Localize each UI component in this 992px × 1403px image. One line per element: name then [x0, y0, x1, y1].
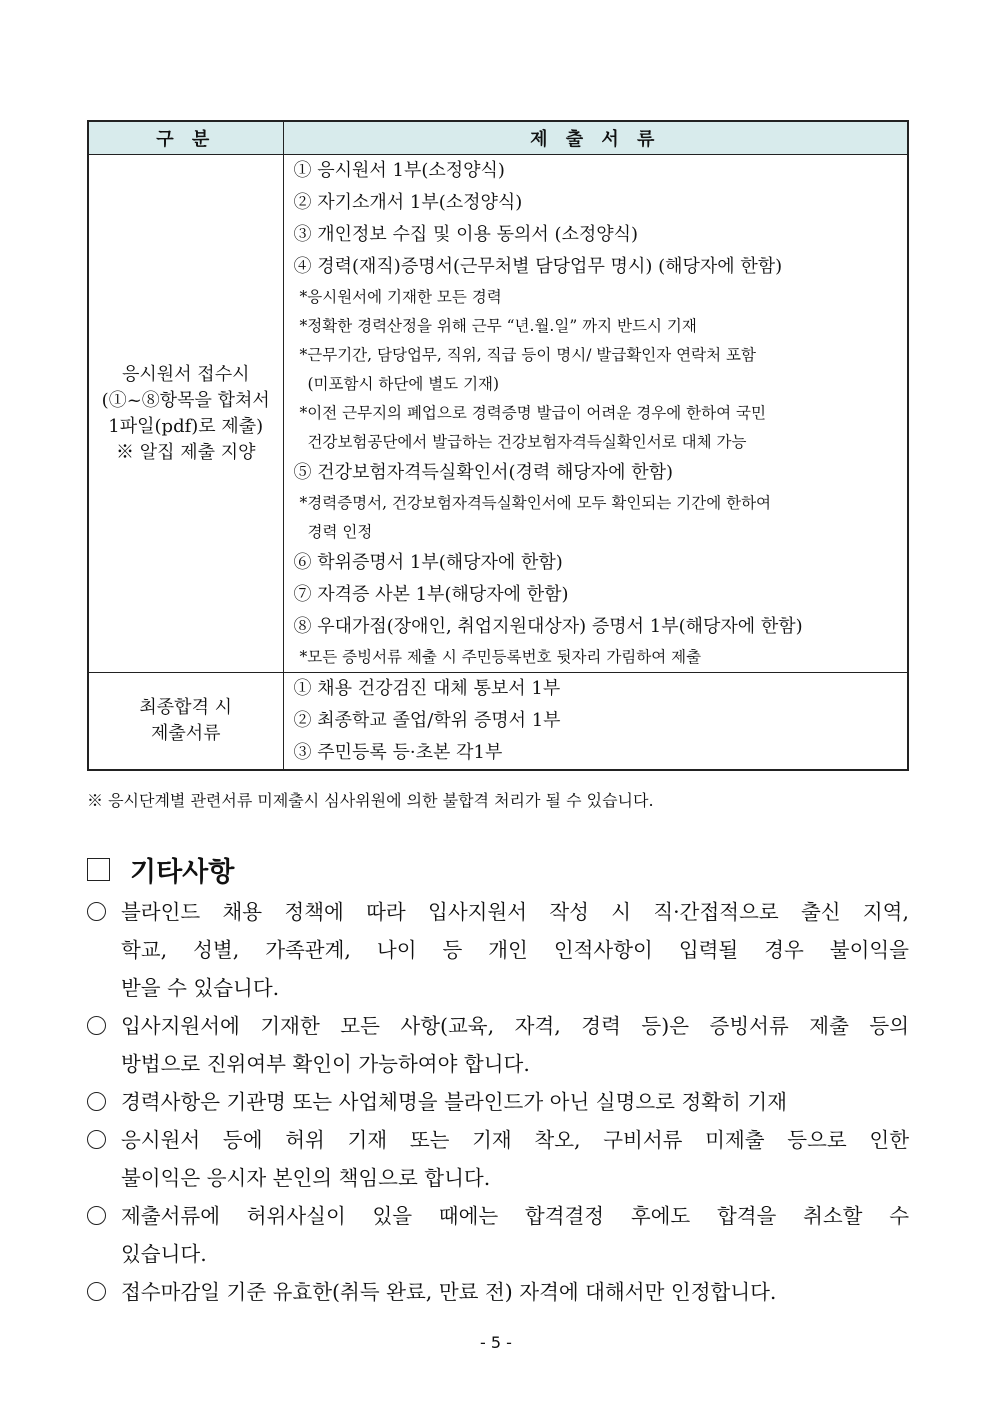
checkbox-square-icon	[87, 858, 110, 881]
header-documents: 제 출 서 류	[283, 121, 908, 155]
document-note: *이전 근무지의 폐업으로 경력증명 발급이 어려운 경우에 한하여 국민	[299, 404, 766, 422]
list-item-line: 경력사항은 기관명 또는 사업체명을 블라인드가 아닌 실명으로 정확히 기재	[121, 1090, 788, 1114]
page-number: - 5 -	[480, 1333, 512, 1352]
documents-cell	[283, 155, 908, 673]
document-note: *정확한 경력산정을 위해 근무 “년.월.일” 까지 반드시 기재	[299, 317, 697, 335]
header-category: 구 분	[88, 121, 283, 155]
list-item	[87, 1083, 909, 1121]
list-item-line: 학교, 성별, 가족관계, 나이 등 개인 인적사항이 입력될 경우 불이익을	[121, 938, 909, 962]
table-footnote: ※ 응시단계별 관련서류 미제출시 심사위원에 의한 불합격 처리가 될 수 있습니다.	[87, 791, 654, 810]
table-row	[88, 673, 908, 771]
document-item: ③ 주민등록 등·초본 각1부	[293, 742, 503, 763]
document-item: ⑤ 건강보험자격득실확인서(경력 해당자에 한함)	[293, 462, 674, 483]
category-line: ※ 알집 제출 지양	[116, 441, 256, 463]
document-note: 경력 인정	[307, 523, 373, 541]
category-line: 1파일(pdf)로 제출)	[108, 415, 264, 437]
list-item-line: 블라인드 채용 정책에 따라 입사지원서 작성 시 직·간접적으로 출신 지역,	[121, 900, 909, 924]
table-header-row	[88, 121, 908, 155]
document-item: ① 응시원서 1부(소정양식)	[293, 160, 505, 181]
submission-documents-table	[87, 120, 909, 771]
list-item-line: 방법으로 진위여부 확인이 가능하여야 합니다.	[121, 1052, 530, 1076]
section-heading	[87, 850, 234, 889]
document-item: ⑧ 우대가점(장애인, 취업지원대상자) 증명서 1부(해당자에 한함)	[293, 616, 803, 637]
list-item	[87, 1007, 909, 1083]
list-item-line: 불이익은 응시자 본인의 책임으로 합니다.	[121, 1166, 491, 1190]
list-item-line: 받을 수 있습니다.	[121, 976, 280, 1000]
document-note: *근무기간, 담당업무, 직위, 직급 등이 명시/ 발급확인자 연락처 포함	[299, 346, 756, 364]
section-title: 기타사항	[130, 857, 235, 888]
document-item: ② 최종학교 졸업/학위 증명서 1부	[293, 710, 561, 731]
category-cell	[88, 673, 283, 771]
category-cell	[88, 155, 283, 673]
category-line: (①~⑧항목을 합쳐서	[101, 389, 270, 411]
document-note: 건강보험공단에서 발급하는 건강보험자격득실확인서로 대체 가능	[307, 433, 747, 451]
category-line: 최종합격 시	[139, 697, 233, 718]
document-note: *응시원서에 기재한 모든 경력	[299, 288, 502, 306]
circle-bullet-icon	[87, 1092, 106, 1111]
list-item	[87, 1273, 909, 1311]
notice-list	[87, 893, 909, 1311]
list-item-line: 제출서류에 허위사실이 있을 때에는 합격결정 후에도 합격을 취소할 수	[121, 1204, 909, 1228]
circle-bullet-icon	[87, 1130, 106, 1149]
document-item: ③ 개인정보 수집 및 이용 동의서 (소정양식)	[293, 224, 639, 245]
circle-bullet-icon	[87, 1282, 106, 1301]
category-line: 응시원서 접수시	[122, 363, 250, 385]
document-item: ⑦ 자격증 사본 1부(해당자에 한함)	[293, 584, 569, 605]
document-item: ② 자기소개서 1부(소정양식)	[293, 192, 523, 213]
list-item-line: 있습니다.	[121, 1242, 207, 1266]
document-note: *경력증명서, 건강보험자격득실확인서에 모두 확인되는 기간에 한하여	[299, 494, 772, 512]
documents-cell	[283, 673, 908, 771]
circle-bullet-icon	[87, 902, 106, 921]
category-line: 제출서류	[150, 723, 221, 744]
list-item	[87, 893, 909, 1007]
list-item	[87, 1121, 909, 1197]
list-item	[87, 1197, 909, 1273]
document-note: (미포함시 하단에 별도 기재)	[307, 375, 500, 393]
document-item: ① 채용 건강검진 대체 통보서 1부	[293, 678, 561, 699]
document-item: ⑥ 학위증명서 1부(해당자에 한함)	[293, 552, 563, 573]
table-row	[88, 155, 908, 673]
circle-bullet-icon	[87, 1206, 106, 1225]
document-item: ④ 경력(재직)증명서(근무처별 담당업무 명시) (해당자에 한함)	[293, 256, 783, 277]
document-note: *모든 증빙서류 제출 시 주민등록번호 뒷자리 가림하여 제출	[299, 648, 702, 666]
list-item-line: 입사지원서에 기재한 모든 사항(교육, 자격, 경력 등)은 증빙서류 제출 등의	[121, 1014, 909, 1038]
list-item-line: 응시원서 등에 허위 기재 또는 기재 착오, 구비서류 미제출 등으로 인한	[121, 1128, 909, 1152]
circle-bullet-icon	[87, 1016, 106, 1035]
list-item-line: 접수마감일 기준 유효한(취득 완료, 만료 전) 자격에 대해서만 인정합니다.	[121, 1280, 777, 1304]
